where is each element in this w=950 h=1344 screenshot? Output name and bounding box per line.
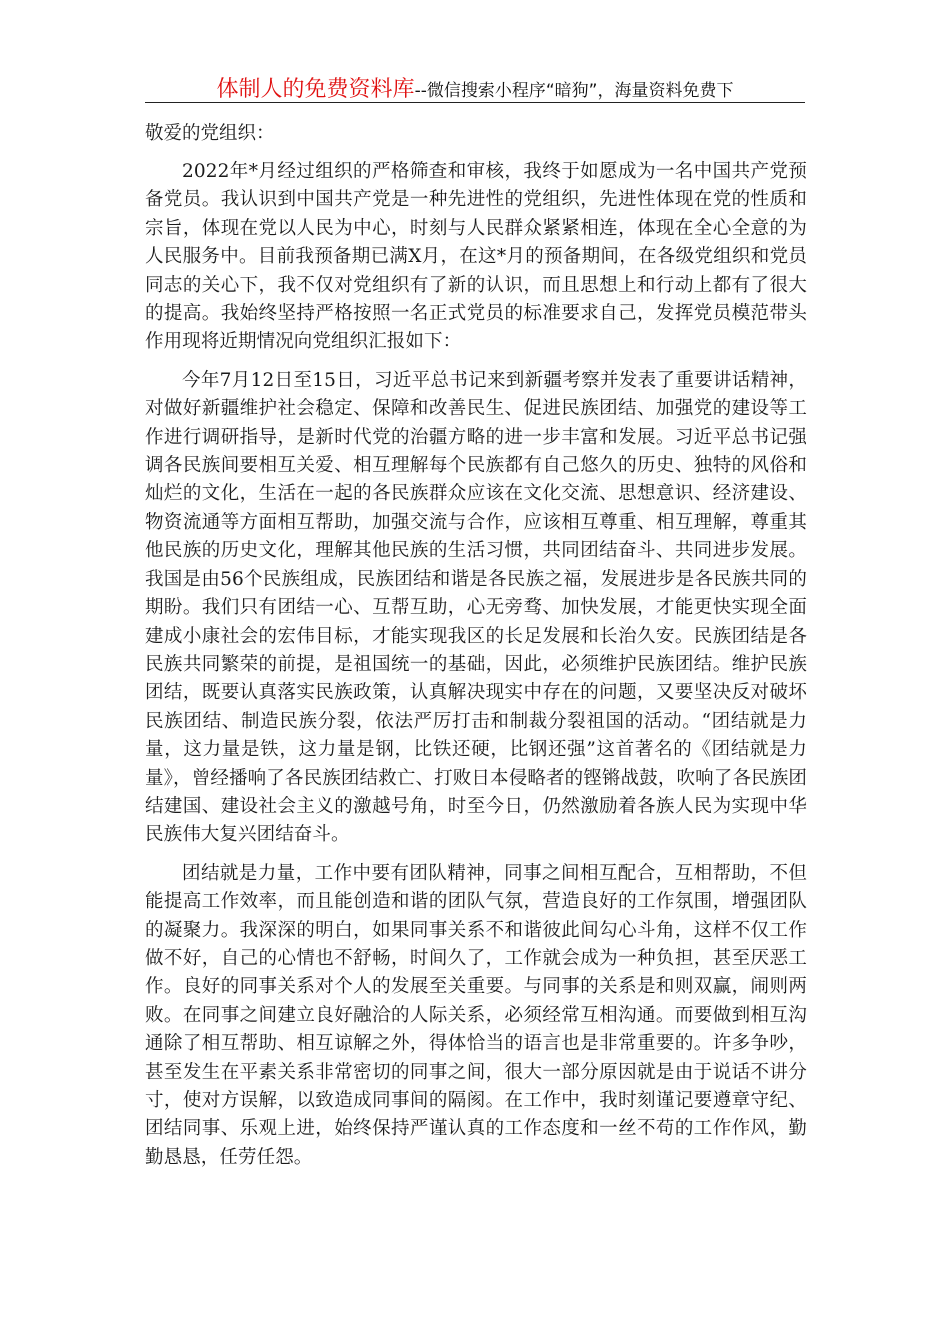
header-subtitle: --微信搜索小程序“暗狗”，海量资料免费下 bbox=[414, 81, 734, 101]
document-body bbox=[145, 116, 807, 1182]
page-header bbox=[145, 72, 805, 103]
paragraph-2: 今年7月12日至15日，习近平总书记来到新疆考察并发表了重要讲话精神，对做好新疆维护社会稳定、保障和改善民生、促进民族团结、加强党的建设等工作进行调研指导，是新时代党的治疆方略的进一步丰富和发展。习近平总书记强调各民族间要相互关爱、相互理解每个民族都有自己悠久的历史、独特的风俗和灿烂的文化，生活在一起的各民族群众应该在文化交流、思想意识、经济建设、物资流通等方面相互帮助，加强交流与合作，应该相互尊重、相互理解，尊重其他民族的历史文化，理解其他民族的生活习惯，共同团结奋斗、共同进步发展。我国是由56个民族组成，民族团结和谐是各民族之福，发展进步是各民族共同的期盼。我们只有团结一心、互帮互助，心无旁骛、加快发展，才能更快实现全面建成小康社会的宏伟目标，才能实现我区的长足发展和长治久安。民族团结是各民族共同繁荣的前提，是祖国统一的基础，因此，必须维护民族团结。维护民族团结，既要认真落实民族政策，认真解决现实中存在的问题，又要坚决反对破坏民族团结、制造民族分裂，依法严厉打击和制裁分裂祖国的活动。“团结就是力量，这力量是铁，这力量是钢，比铁还硬，比钢还强”这首著名的《团结就是力量》，曾经播响了各民族团结救亡、打败日本侵略者的铿锵战鼓，吹响了各民族团结建国、建设社会主义的激越号角，时至今日，仍然激励着各族人民为实现中华民族伟大复兴团结奋斗。 bbox=[145, 369, 807, 846]
salutation: 敬爱的党组织： bbox=[145, 123, 275, 144]
paragraph-3: 团结就是力量，工作中要有团队精神，同事之间相互配合，互相帮助，不但能提高工作效率，而且能创造和谐的团队气氛，营造良好的工作氛围，增强团队的凝聚力。我深深的明白，如果同事关系不和谐彼此间勾心斗角，这样不仅工作做不好，自己的心情也不舒畅，时间久了，工作就会成为一种负担，甚至厌恶工作。良好的同事关系对个人的发展至关重要。与同事的关系是和则双赢，闹则两败。在同事之间建立良好融洽的人际关系，必须经常互相沟通。而要做到相互沟通除了相互帮助、相互谅解之外，得体恰当的语言也是非常重要的。许多争吵，甚至发生在平素关系非常密切的同事之间，很大一部分原因就是由于说话不讲分寸，使对方误解，以致造成同事间的隔阂。在工作中，我时刻谨记要遵章守纪、团结同事、乐观上进，始终保持严谨认真的工作态度和一丝不苟的工作作风，勤勤恳恳，任劳任怨。 bbox=[145, 862, 807, 1168]
header-brand: 体制人的免费资料库 bbox=[216, 77, 415, 102]
paragraph-1: 2022年*月经过组织的严格筛查和审核，我终于如愿成为一名中国共产党预备党员。我认识到中国共产党是一种先进性的党组织，先进性体现在党的性质和宗旨，体现在党以人民为中心，时刻与人民群众紧紧相连，体现在全心全意的为人民服务中。目前我预备期已满X月，在这*月的预备期间，在各级党组织和党员同志的关心下，我不仅对党组织有了新的认识，而且思想上和行动上都有了很大的提高。我始终坚持严格按照一名正式党员的标准要求自己，发挥党员模范带头作用现将近期情况向党组织汇报如下： bbox=[145, 161, 807, 353]
